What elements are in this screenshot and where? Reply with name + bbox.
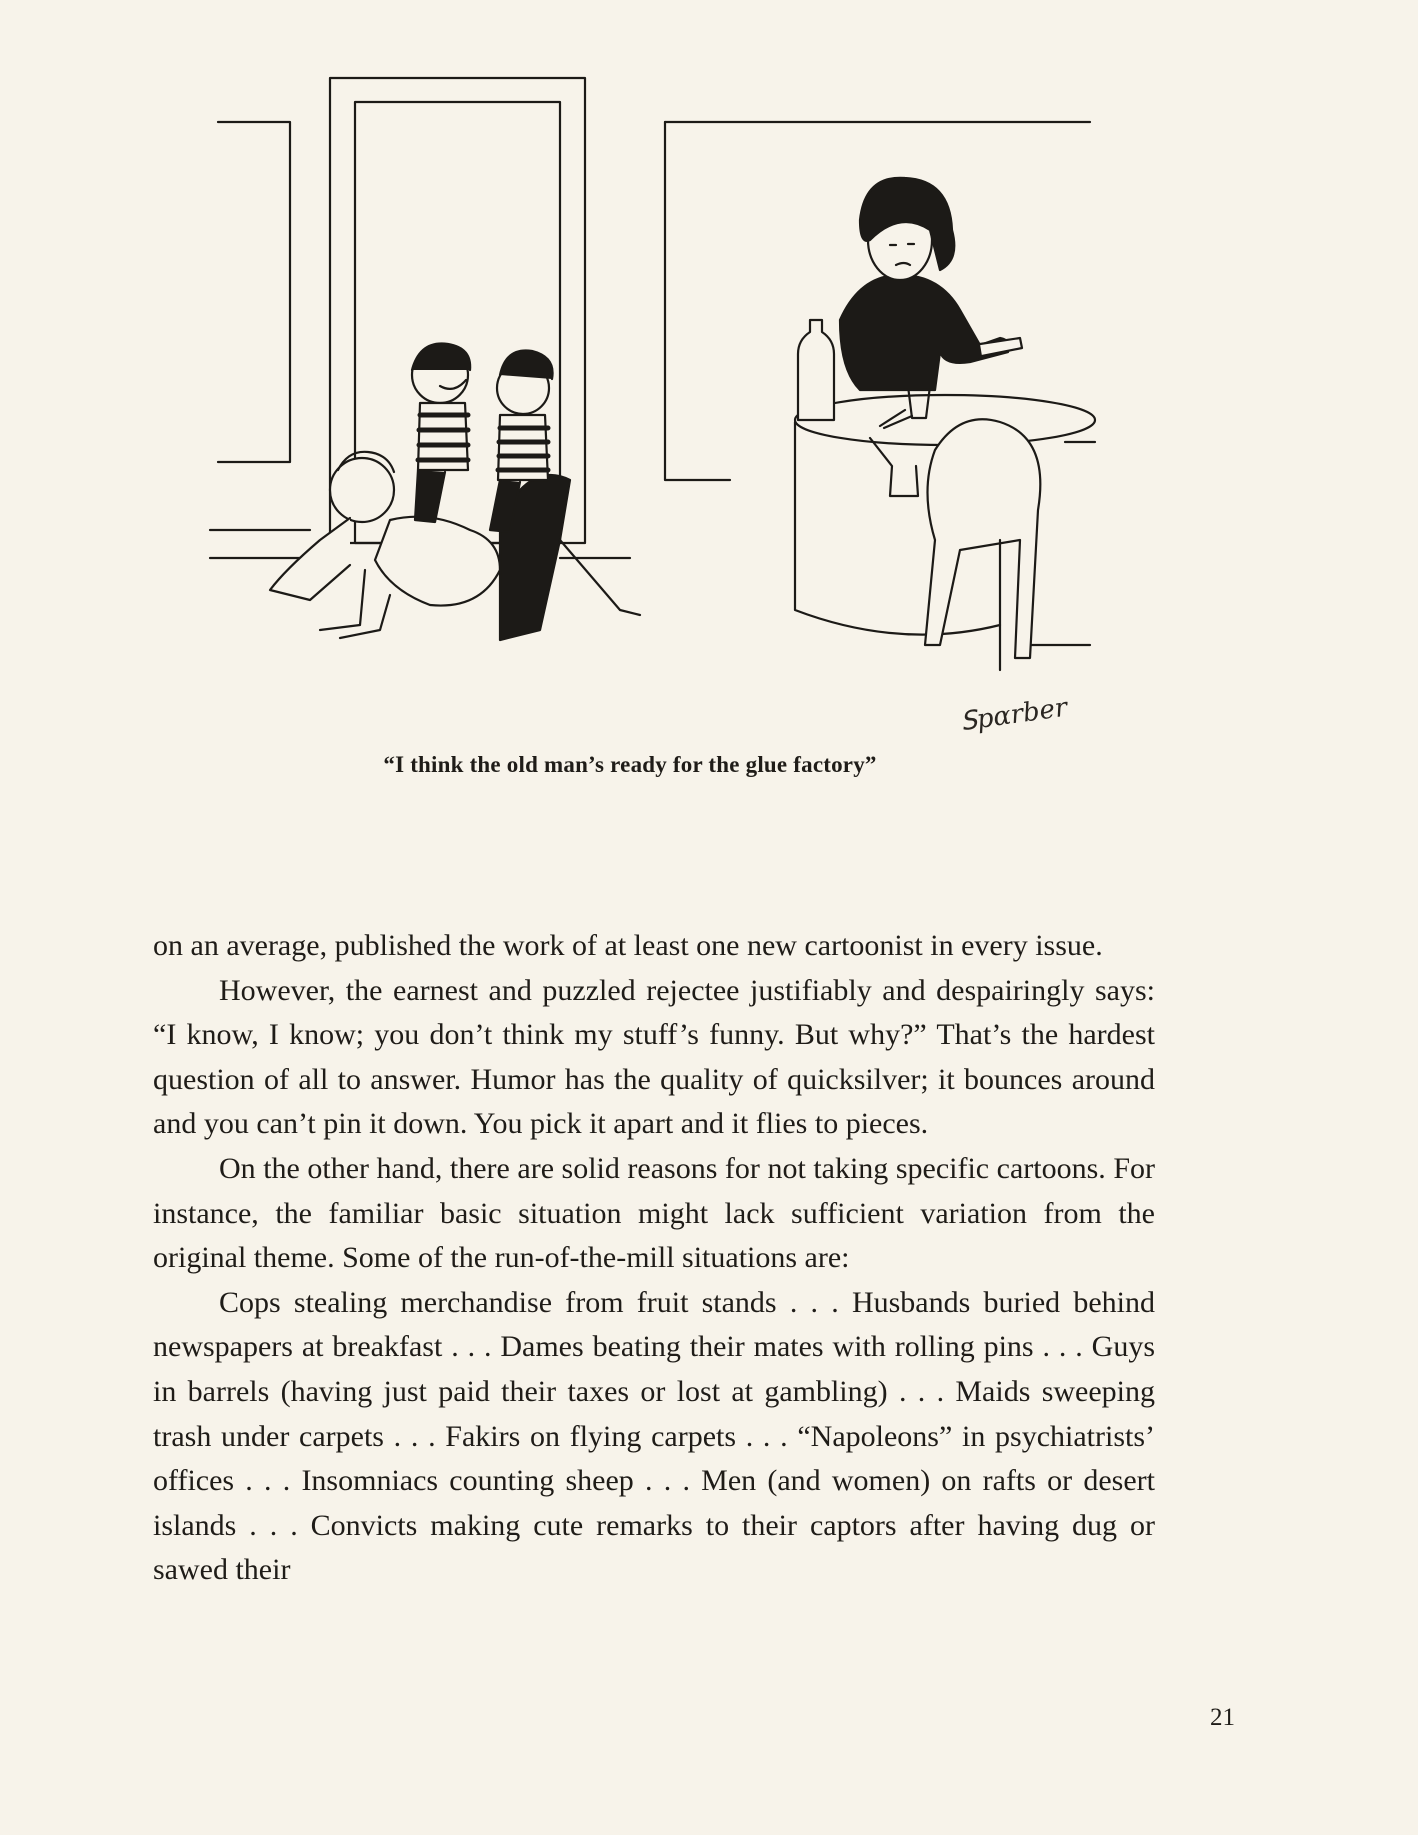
chair (925, 419, 1040, 670)
body-text (153, 924, 1155, 1593)
artist-signature: ꓢpɑrber (958, 692, 1070, 738)
woman-figure (840, 178, 1022, 390)
cartoon-caption: “I think the old man’s ready for the glue factory” (383, 752, 877, 777)
paragraph-2: However, the earnest and puzzled rejectee justifiably and despairingly says: “I know, I know; you don’t think my stuff’s funny. But why?” That’s the hardest question of all to answer. Humor has the quality of quicksilver; it bounces around and you can’t pin it down. You pick it apart and it flies to pieces. (153, 973, 1155, 1141)
cartoon-illustration (200, 70, 1120, 770)
page-number: 21 (1210, 1704, 1235, 1731)
paragraph-1: on an average, published the work of at least one new cartoonist in every issue. (153, 929, 1103, 962)
paragraph-4: Cops stealing merchandise from fruit stands . . . Husbands buried behind newspapers at breakfast . . . Dames beating their mates with rolling pins . . . Guys in barrels (having just paid their taxes or lost at gambling) . . . Maids sweeping trash under carpets . . . Fakirs on flying carpets . . . “Napoleons” in psychiatrists’ offices . . . Insomniacs counting sheep . . . Men (and women) on rafts or desert islands . . . Convicts making cute remarks to their captors after having dug or sawed their (153, 1285, 1155, 1587)
paragraph-3: On the other hand, there are solid reasons for not taking specific cartoons. For instance, the familiar basic situation might lack sufficient variation from the original theme. Some of the run-of-the-mill situations are: (153, 1151, 1155, 1275)
